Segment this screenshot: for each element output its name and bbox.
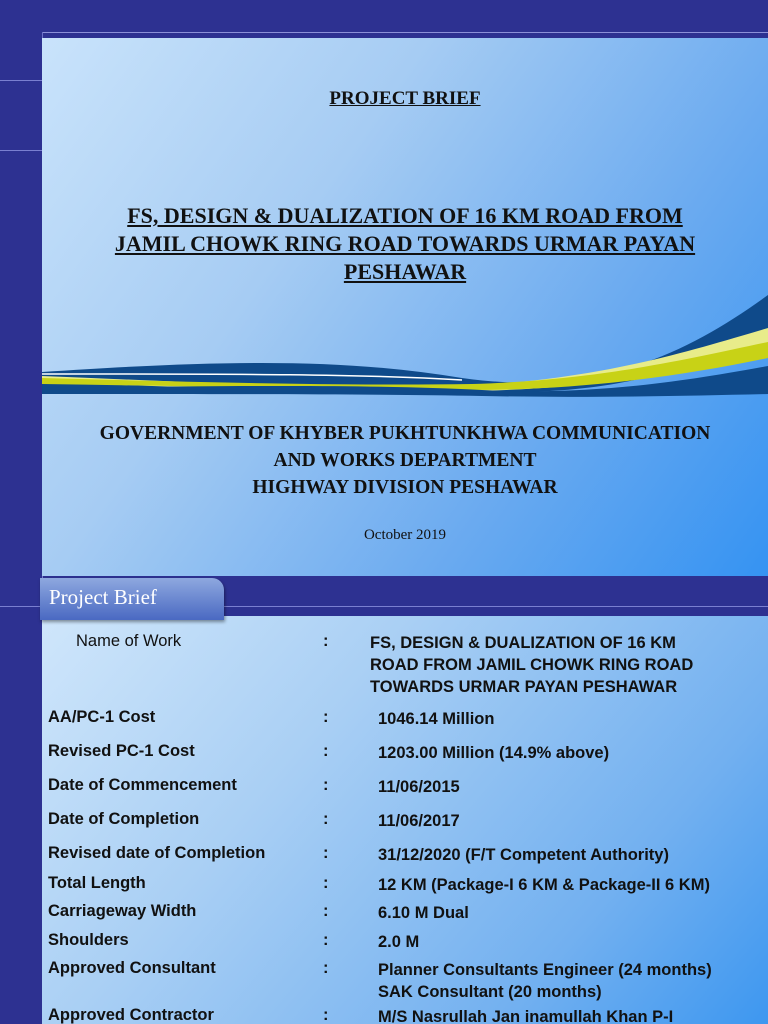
row-colon: : [323,931,329,949]
row-value-line: ROAD FROM JAMIL CHOWK RING ROAD [370,656,694,674]
row-colon: : [323,742,329,760]
row-value: 31/12/2020 (F/T Competent Authority) [378,846,669,864]
row-label: Carriageway Width [48,902,197,920]
row-value: 11/06/2017 [378,812,460,830]
government-line: AND WORKS DEPARTMENT [273,450,537,471]
row-colon: : [323,874,329,892]
row-colon: : [323,632,329,650]
row-value-line: TOWARDS URMAR PAYAN PESHAWAR [370,678,678,696]
row-colon: : [323,708,329,726]
government-department [42,420,768,501]
row-label: Shoulders [48,931,129,949]
government-line: GOVERNMENT OF KHYBER PUKHTUNKHWA COMMUNICATION [99,423,711,444]
row-label: Date of Commencement [48,776,237,794]
row-label: Date of Completion [48,810,200,828]
slide-left-tick [0,80,42,81]
slide-date: October 2019 [363,527,447,543]
row-label: Revised date of Completion [48,844,266,862]
row-colon: : [323,959,329,977]
row-value: 12 KM (Package-I 6 KM & Package-II 6 KM) [378,876,710,894]
row-label: AA/PC-1 Cost [48,708,156,726]
row-colon: : [323,776,329,794]
project-title-line: FS, DESIGN & DUALIZATION OF 16 KM ROAD FROM [127,203,683,228]
slide-left-bar [0,32,43,576]
project-title-line: JAMIL CHOWK RING ROAD TOWARDS URMAR PAYAN [114,231,696,256]
row-colon: : [323,902,329,920]
row-value: 11/06/2015 [378,778,460,796]
row-value-line: SAK Consultant (20 months) [378,983,602,1001]
row-value: 2.0 M [378,933,420,951]
row-label: Revised PC-1 Cost [48,742,195,760]
row-value: 1046.14 Million [378,710,495,728]
project-title [42,202,768,286]
row-value: 6.10 M Dual [378,904,469,922]
row-label: Approved Contractor [48,1006,214,1024]
row-value-line: FS, DESIGN & DUALIZATION OF 16 KM [370,634,676,652]
project-brief-tab: Project Brief [40,578,224,620]
row-label: Name of Work [76,632,182,650]
row-label: Total Length [48,874,146,892]
slide-left-tick [0,150,42,151]
row-value: 1203.00 Million (14.9% above) [378,744,610,762]
row-value [378,959,712,1003]
row-label: Approved Consultant [48,959,216,977]
project-brief-heading: PROJECT BRIEF [329,88,481,109]
row-value: M/S Nasrullah Jan inamullah Khan P-I [378,1008,674,1024]
government-line: HIGHWAY DIVISION PESHAWAR [252,477,558,498]
row-colon: : [323,1006,329,1024]
project-brief-slide [0,576,768,1024]
row-value-line: Planner Consultants Engineer (24 months) [378,961,712,979]
row-value [370,632,693,698]
row-colon: : [323,810,329,828]
row-colon: : [323,844,329,862]
decorative-wave-graphic [42,290,768,400]
project-title-line: PESHAWAR [343,259,467,284]
slide-border-line [0,32,768,33]
